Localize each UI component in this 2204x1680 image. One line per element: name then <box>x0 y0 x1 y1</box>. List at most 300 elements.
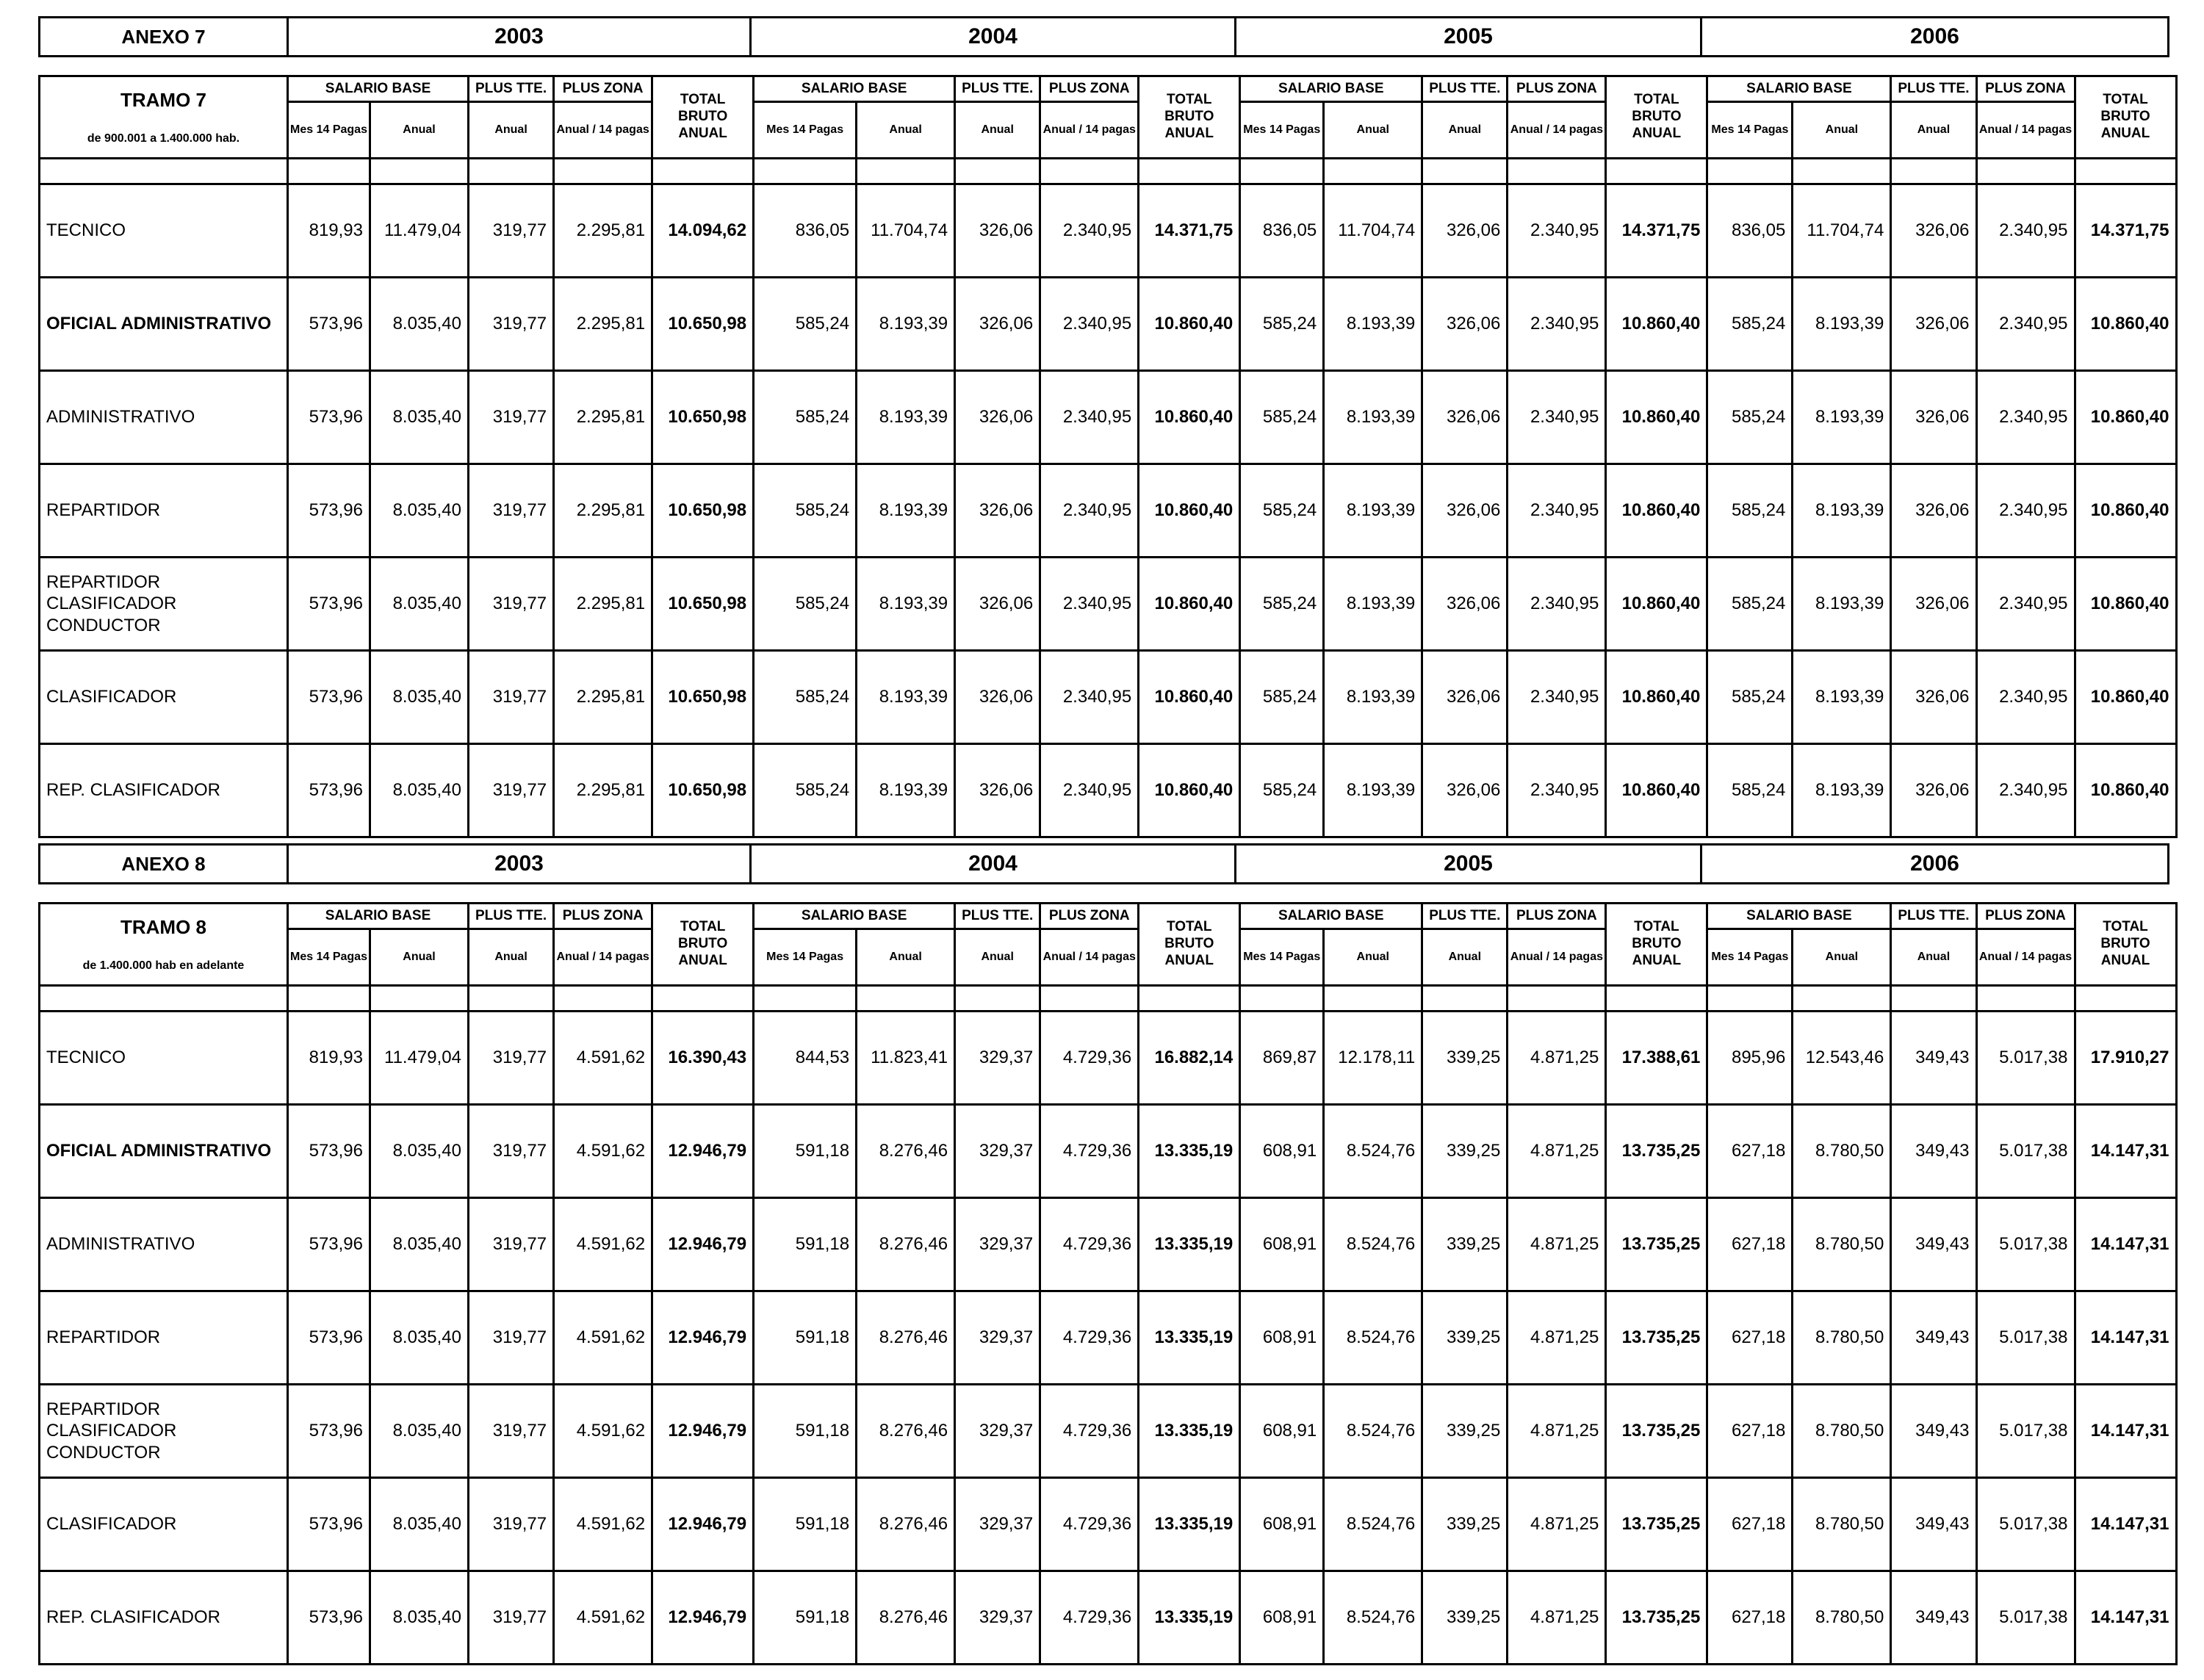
year-label: 2006 <box>1701 18 2169 57</box>
value-cell: 836,05 <box>754 184 857 278</box>
value-cell: 585,24 <box>754 744 857 837</box>
value-cell: 8.780,50 <box>1793 1571 1891 1665</box>
value-cell: 326,06 <box>1422 278 1508 371</box>
value-cell: 4.871,25 <box>1508 1105 1606 1198</box>
year-header-table <box>38 16 2169 57</box>
value-cell: 8.193,39 <box>1324 651 1422 744</box>
salary-table <box>38 902 2178 1665</box>
value-cell: 8.035,40 <box>370 1571 469 1665</box>
value-cell: 2.340,95 <box>1508 744 1606 837</box>
plus-zona-header: PLUS ZONA <box>554 904 652 929</box>
value-cell: 319,77 <box>469 1478 554 1571</box>
spacer-cell <box>2075 986 2176 1012</box>
value-cell: 573,96 <box>288 558 370 651</box>
total-cell: 14.371,75 <box>1139 184 1240 278</box>
total-cell: 14.371,75 <box>1606 184 1707 278</box>
mes-14-pagas-header: Mes 14 Pagas <box>288 102 370 159</box>
value-cell: 895,96 <box>1707 1012 1793 1105</box>
spacer-cell <box>1508 159 1606 184</box>
value-cell: 2.295,81 <box>554 184 652 278</box>
anual-header: Anual <box>1793 102 1891 159</box>
spacer-cell <box>1040 986 1139 1012</box>
value-cell: 2.340,95 <box>1508 278 1606 371</box>
value-cell: 5.017,38 <box>1976 1291 2075 1385</box>
salario-base-header: SALARIO BASE <box>754 76 955 102</box>
value-cell: 585,24 <box>754 278 857 371</box>
value-cell: 585,24 <box>1240 651 1324 744</box>
value-cell: 2.340,95 <box>1976 651 2075 744</box>
value-cell: 2.340,95 <box>1040 651 1139 744</box>
value-cell: 5.017,38 <box>1976 1105 2075 1198</box>
value-cell: 2.340,95 <box>1976 744 2075 837</box>
value-cell: 8.276,46 <box>857 1105 955 1198</box>
total-cell: 10.860,40 <box>2075 464 2176 558</box>
spacer-cell <box>288 986 370 1012</box>
value-cell: 627,18 <box>1707 1478 1793 1571</box>
plus-tte-anual-header: Anual <box>1891 102 1976 159</box>
value-cell: 8.035,40 <box>370 651 469 744</box>
value-cell: 585,24 <box>1240 558 1324 651</box>
total-cell: 14.147,31 <box>2075 1571 2176 1665</box>
spacer-cell <box>1422 159 1508 184</box>
plus-zona-header: PLUS ZONA <box>1508 904 1606 929</box>
value-cell: 326,06 <box>1422 651 1508 744</box>
anual-header: Anual <box>370 102 469 159</box>
spacer-cell <box>554 159 652 184</box>
anual-header: Anual <box>1324 929 1422 986</box>
value-cell: 585,24 <box>754 651 857 744</box>
value-cell: 627,18 <box>1707 1105 1793 1198</box>
value-cell: 585,24 <box>1707 464 1793 558</box>
value-cell: 8.524,76 <box>1324 1478 1422 1571</box>
value-cell: 329,37 <box>955 1198 1040 1291</box>
total-cell: 10.860,40 <box>2075 651 2176 744</box>
value-cell: 4.591,62 <box>554 1198 652 1291</box>
plus-tte-anual-header: Anual <box>1891 929 1976 986</box>
year-label: 2006 <box>1701 845 2169 884</box>
value-cell: 8.035,40 <box>370 278 469 371</box>
value-cell: 585,24 <box>754 464 857 558</box>
mes-14-pagas-header: Mes 14 Pagas <box>1240 929 1324 986</box>
total-cell: 16.882,14 <box>1139 1012 1240 1105</box>
value-cell: 12.178,11 <box>1324 1012 1422 1105</box>
total-bruto-header: TOTAL BRUTO ANUAL <box>2075 904 2176 986</box>
value-cell: 11.704,74 <box>857 184 955 278</box>
value-cell: 329,37 <box>955 1478 1040 1571</box>
total-cell: 10.860,40 <box>1139 651 1240 744</box>
value-cell: 573,96 <box>288 464 370 558</box>
value-cell: 329,37 <box>955 1571 1040 1665</box>
value-cell: 2.295,81 <box>554 371 652 464</box>
value-cell: 11.704,74 <box>1324 184 1422 278</box>
value-cell: 8.193,39 <box>1793 464 1891 558</box>
value-cell: 2.340,95 <box>1976 371 2075 464</box>
mes-14-pagas-header: Mes 14 Pagas <box>288 929 370 986</box>
category-cell: OFICIAL ADMINISTRATIVO <box>40 278 288 371</box>
spacer-cell <box>1040 159 1139 184</box>
value-cell: 573,96 <box>288 1198 370 1291</box>
anexo-label: ANEXO 8 <box>40 845 288 884</box>
value-cell: 573,96 <box>288 651 370 744</box>
value-cell: 349,43 <box>1891 1478 1976 1571</box>
table-row <box>40 1385 2177 1478</box>
value-cell: 8.035,40 <box>370 1105 469 1198</box>
total-cell: 13.335,19 <box>1139 1291 1240 1385</box>
value-cell: 5.017,38 <box>1976 1571 2075 1665</box>
value-cell: 4.591,62 <box>554 1571 652 1665</box>
value-cell: 8.276,46 <box>857 1198 955 1291</box>
value-cell: 11.479,04 <box>370 184 469 278</box>
total-cell: 12.946,79 <box>652 1385 754 1478</box>
category-cell: REPARTIDOR CLASIFICADOR CONDUCTOR <box>40 558 288 651</box>
value-cell: 2.340,95 <box>1976 278 2075 371</box>
value-cell: 8.035,40 <box>370 1478 469 1571</box>
value-cell: 319,77 <box>469 464 554 558</box>
value-cell: 5.017,38 <box>1976 1012 2075 1105</box>
value-cell: 2.340,95 <box>1508 464 1606 558</box>
value-cell: 326,06 <box>1891 744 1976 837</box>
total-cell: 10.650,98 <box>652 744 754 837</box>
salario-base-header: SALARIO BASE <box>288 904 469 929</box>
total-bruto-header: TOTAL BRUTO ANUAL <box>1139 76 1240 159</box>
value-cell: 8.276,46 <box>857 1571 955 1665</box>
spacer-cell <box>40 986 288 1012</box>
value-cell: 11.479,04 <box>370 1012 469 1105</box>
spacer-cell <box>857 159 955 184</box>
table-row <box>40 1291 2177 1385</box>
salario-base-header: SALARIO BASE <box>1240 904 1422 929</box>
value-cell: 326,06 <box>955 651 1040 744</box>
spacer-cell <box>754 986 857 1012</box>
plus-zona-header: PLUS ZONA <box>1976 904 2075 929</box>
year-label: 2004 <box>751 18 1236 57</box>
value-cell: 573,96 <box>288 1105 370 1198</box>
value-cell: 326,06 <box>1891 464 1976 558</box>
value-cell: 836,05 <box>1240 184 1324 278</box>
value-cell: 869,87 <box>1240 1012 1324 1105</box>
value-cell: 326,06 <box>955 558 1040 651</box>
anexo-label: ANEXO 7 <box>40 18 288 57</box>
total-cell: 14.371,75 <box>2075 184 2176 278</box>
value-cell: 585,24 <box>754 558 857 651</box>
category-cell: REPARTIDOR CLASIFICADOR CONDUCTOR <box>40 1385 288 1478</box>
table-row <box>40 464 2177 558</box>
value-cell: 2.340,95 <box>1976 558 2075 651</box>
anual-14-pagas-header: Anual / 14 pagas <box>1040 929 1139 986</box>
header-row-2 <box>40 929 2177 986</box>
plus-zona-header: PLUS ZONA <box>1040 904 1139 929</box>
mes-14-pagas-header: Mes 14 Pagas <box>1707 929 1793 986</box>
mes-14-pagas-header: Mes 14 Pagas <box>754 102 857 159</box>
value-cell: 319,77 <box>469 744 554 837</box>
total-cell: 12.946,79 <box>652 1571 754 1665</box>
value-cell: 319,77 <box>469 1012 554 1105</box>
value-cell: 4.871,25 <box>1508 1012 1606 1105</box>
value-cell: 573,96 <box>288 1478 370 1571</box>
value-cell: 8.193,39 <box>1324 558 1422 651</box>
total-cell: 10.860,40 <box>1606 651 1707 744</box>
spacer-cell <box>1793 986 1891 1012</box>
value-cell: 8.193,39 <box>1793 651 1891 744</box>
spacer-cell <box>288 159 370 184</box>
value-cell: 12.543,46 <box>1793 1012 1891 1105</box>
plus-zona-header: PLUS ZONA <box>1508 76 1606 102</box>
total-cell: 10.860,40 <box>1606 744 1707 837</box>
total-cell: 12.946,79 <box>652 1478 754 1571</box>
value-cell: 319,77 <box>469 558 554 651</box>
value-cell: 8.193,39 <box>1324 744 1422 837</box>
value-cell: 8.193,39 <box>1793 558 1891 651</box>
total-cell: 10.650,98 <box>652 278 754 371</box>
spacer-cell <box>1976 986 2075 1012</box>
category-cell: ADMINISTRATIVO <box>40 1198 288 1291</box>
value-cell: 349,43 <box>1891 1198 1976 1291</box>
value-cell: 326,06 <box>1422 464 1508 558</box>
value-cell: 2.340,95 <box>1508 558 1606 651</box>
value-cell: 585,24 <box>1707 651 1793 744</box>
category-cell: TECNICO <box>40 1012 288 1105</box>
category-cell: OFICIAL ADMINISTRATIVO <box>40 1105 288 1198</box>
plus-tte-anual-header: Anual <box>469 102 554 159</box>
total-cell: 13.735,25 <box>1606 1571 1707 1665</box>
value-cell: 339,25 <box>1422 1478 1508 1571</box>
value-cell: 2.295,81 <box>554 651 652 744</box>
spacer-cell <box>554 986 652 1012</box>
value-cell: 591,18 <box>754 1385 857 1478</box>
category-cell: TECNICO <box>40 184 288 278</box>
value-cell: 326,06 <box>955 184 1040 278</box>
total-cell: 12.946,79 <box>652 1198 754 1291</box>
anual-header: Anual <box>857 102 955 159</box>
spacer-cell <box>469 159 554 184</box>
value-cell: 4.729,36 <box>1040 1291 1139 1385</box>
value-cell: 608,91 <box>1240 1105 1324 1198</box>
spacer-cell <box>1139 986 1240 1012</box>
value-cell: 819,93 <box>288 184 370 278</box>
plus-tte-anual-header: Anual <box>1422 929 1508 986</box>
value-cell: 8.035,40 <box>370 558 469 651</box>
value-cell: 585,24 <box>1707 371 1793 464</box>
mes-14-pagas-header: Mes 14 Pagas <box>1240 102 1324 159</box>
total-cell: 10.650,98 <box>652 371 754 464</box>
total-cell: 10.860,40 <box>1139 278 1240 371</box>
total-cell: 13.335,19 <box>1139 1478 1240 1571</box>
value-cell: 8.193,39 <box>857 558 955 651</box>
category-cell: CLASIFICADOR <box>40 1478 288 1571</box>
spacer-cell <box>1976 159 2075 184</box>
tramo-title: TRAMO 8 <box>120 916 206 938</box>
value-cell: 349,43 <box>1891 1012 1976 1105</box>
plus-zona-header: PLUS ZONA <box>1976 76 2075 102</box>
plus-tte-anual-header: Anual <box>955 929 1040 986</box>
value-cell: 8.780,50 <box>1793 1291 1891 1385</box>
value-cell: 2.340,95 <box>1040 558 1139 651</box>
plus-tte-anual-header: Anual <box>1422 102 1508 159</box>
value-cell: 329,37 <box>955 1385 1040 1478</box>
value-cell: 339,25 <box>1422 1105 1508 1198</box>
value-cell: 2.340,95 <box>1040 184 1139 278</box>
total-cell: 10.650,98 <box>652 558 754 651</box>
total-cell: 10.650,98 <box>652 651 754 744</box>
spacer-cell <box>2075 159 2176 184</box>
value-cell: 339,25 <box>1422 1385 1508 1478</box>
plus-tte-header: PLUS TTE. <box>1891 904 1976 929</box>
value-cell: 4.871,25 <box>1508 1478 1606 1571</box>
total-cell: 10.860,40 <box>1606 464 1707 558</box>
value-cell: 319,77 <box>469 278 554 371</box>
value-cell: 573,96 <box>288 278 370 371</box>
plus-tte-header: PLUS TTE. <box>469 904 554 929</box>
category-cell: REP. CLASIFICADOR <box>40 1571 288 1665</box>
value-cell: 573,96 <box>288 1291 370 1385</box>
spacer-cell <box>370 159 469 184</box>
value-cell: 319,77 <box>469 1571 554 1665</box>
value-cell: 2.340,95 <box>1508 371 1606 464</box>
value-cell: 4.729,36 <box>1040 1012 1139 1105</box>
value-cell: 2.340,95 <box>1976 464 2075 558</box>
total-bruto-header: TOTAL BRUTO ANUAL <box>652 904 754 986</box>
total-cell: 10.860,40 <box>1139 371 1240 464</box>
total-bruto-header: TOTAL BRUTO ANUAL <box>2075 76 2176 159</box>
value-cell: 8.780,50 <box>1793 1198 1891 1291</box>
value-cell: 8.780,50 <box>1793 1105 1891 1198</box>
value-cell: 627,18 <box>1707 1291 1793 1385</box>
anual-header: Anual <box>857 929 955 986</box>
spacer-row <box>40 986 2177 1012</box>
total-bruto-header: TOTAL BRUTO ANUAL <box>652 76 754 159</box>
value-cell: 608,91 <box>1240 1198 1324 1291</box>
value-cell: 2.295,81 <box>554 558 652 651</box>
total-cell: 14.094,62 <box>652 184 754 278</box>
value-cell: 591,18 <box>754 1198 857 1291</box>
year-header-row <box>40 845 2169 884</box>
value-cell: 4.591,62 <box>554 1291 652 1385</box>
value-cell: 339,25 <box>1422 1571 1508 1665</box>
value-cell: 2.340,95 <box>1040 744 1139 837</box>
plus-tte-header: PLUS TTE. <box>955 904 1040 929</box>
value-cell: 4.871,25 <box>1508 1291 1606 1385</box>
spacer-cell <box>754 159 857 184</box>
plus-tte-header: PLUS TTE. <box>1422 76 1508 102</box>
value-cell: 608,91 <box>1240 1571 1324 1665</box>
value-cell: 836,05 <box>1707 184 1793 278</box>
value-cell: 8.193,39 <box>1324 464 1422 558</box>
value-cell: 4.729,36 <box>1040 1198 1139 1291</box>
anual-14-pagas-header: Anual / 14 pagas <box>1976 929 2075 986</box>
table-row <box>40 1571 2177 1665</box>
total-cell: 16.390,43 <box>652 1012 754 1105</box>
value-cell: 319,77 <box>469 651 554 744</box>
value-cell: 326,06 <box>955 744 1040 837</box>
value-cell: 326,06 <box>955 464 1040 558</box>
plus-tte-header: PLUS TTE. <box>1891 76 1976 102</box>
value-cell: 5.017,38 <box>1976 1198 2075 1291</box>
anual-14-pagas-header: Anual / 14 pagas <box>1976 102 2075 159</box>
value-cell: 2.340,95 <box>1040 371 1139 464</box>
total-bruto-header: TOTAL BRUTO ANUAL <box>1139 904 1240 986</box>
value-cell: 8.193,39 <box>857 651 955 744</box>
year-label: 2003 <box>288 845 751 884</box>
total-cell: 17.910,27 <box>2075 1012 2176 1105</box>
total-bruto-header: TOTAL BRUTO ANUAL <box>1606 76 1707 159</box>
year-label: 2003 <box>288 18 751 57</box>
value-cell: 2.340,95 <box>1040 464 1139 558</box>
salario-base-header: SALARIO BASE <box>1240 76 1422 102</box>
total-cell: 13.735,25 <box>1606 1478 1707 1571</box>
total-cell: 13.735,25 <box>1606 1385 1707 1478</box>
tramo-range: de 1.400.000 hab en adelante <box>82 959 245 972</box>
total-cell: 10.860,40 <box>2075 744 2176 837</box>
total-cell: 14.147,31 <box>2075 1105 2176 1198</box>
total-cell: 10.650,98 <box>652 464 754 558</box>
total-cell: 13.335,19 <box>1139 1385 1240 1478</box>
salario-base-header: SALARIO BASE <box>754 904 955 929</box>
header-row-1 <box>40 76 2177 102</box>
value-cell: 2.340,95 <box>1508 184 1606 278</box>
total-cell: 10.860,40 <box>1139 464 1240 558</box>
value-cell: 326,06 <box>1891 558 1976 651</box>
plus-zona-header: PLUS ZONA <box>554 76 652 102</box>
value-cell: 8.524,76 <box>1324 1385 1422 1478</box>
anual-14-pagas-header: Anual / 14 pagas <box>554 102 652 159</box>
value-cell: 11.823,41 <box>857 1012 955 1105</box>
value-cell: 4.729,36 <box>1040 1105 1139 1198</box>
total-cell: 12.946,79 <box>652 1291 754 1385</box>
value-cell: 8.780,50 <box>1793 1385 1891 1478</box>
value-cell: 591,18 <box>754 1105 857 1198</box>
value-cell: 8.276,46 <box>857 1478 955 1571</box>
tramo-range: de 900.001 a 1.400.000 hab. <box>87 132 240 145</box>
tramo-cell <box>40 76 288 159</box>
year-header-table <box>38 843 2169 884</box>
value-cell: 573,96 <box>288 1571 370 1665</box>
spacer-row <box>40 159 2177 184</box>
value-cell: 4.591,62 <box>554 1012 652 1105</box>
year-label: 2005 <box>1236 845 1701 884</box>
value-cell: 4.729,36 <box>1040 1571 1139 1665</box>
value-cell: 8.524,76 <box>1324 1291 1422 1385</box>
spacer-cell <box>652 986 754 1012</box>
value-cell: 608,91 <box>1240 1478 1324 1571</box>
value-cell: 8.035,40 <box>370 1385 469 1478</box>
mes-14-pagas-header: Mes 14 Pagas <box>1707 102 1793 159</box>
value-cell: 339,25 <box>1422 1198 1508 1291</box>
total-cell: 13.735,25 <box>1606 1198 1707 1291</box>
value-cell: 349,43 <box>1891 1571 1976 1665</box>
table-row <box>40 651 2177 744</box>
total-cell: 13.735,25 <box>1606 1291 1707 1385</box>
value-cell: 326,06 <box>1422 371 1508 464</box>
category-cell: REP. CLASIFICADOR <box>40 744 288 837</box>
anual-header: Anual <box>1324 102 1422 159</box>
value-cell: 4.591,62 <box>554 1385 652 1478</box>
spacer-cell <box>1707 159 1793 184</box>
spacer-cell <box>1139 159 1240 184</box>
value-cell: 8.524,76 <box>1324 1198 1422 1291</box>
value-cell: 4.729,36 <box>1040 1385 1139 1478</box>
spacer-cell <box>370 986 469 1012</box>
value-cell: 8.193,39 <box>857 744 955 837</box>
total-cell: 13.335,19 <box>1139 1105 1240 1198</box>
value-cell: 2.340,95 <box>1976 184 2075 278</box>
value-cell: 8.193,39 <box>1324 371 1422 464</box>
total-bruto-header: TOTAL BRUTO ANUAL <box>1606 904 1707 986</box>
category-cell: ADMINISTRATIVO <box>40 371 288 464</box>
total-cell: 13.335,19 <box>1139 1198 1240 1291</box>
value-cell: 349,43 <box>1891 1291 1976 1385</box>
value-cell: 627,18 <box>1707 1385 1793 1478</box>
value-cell: 8.780,50 <box>1793 1478 1891 1571</box>
